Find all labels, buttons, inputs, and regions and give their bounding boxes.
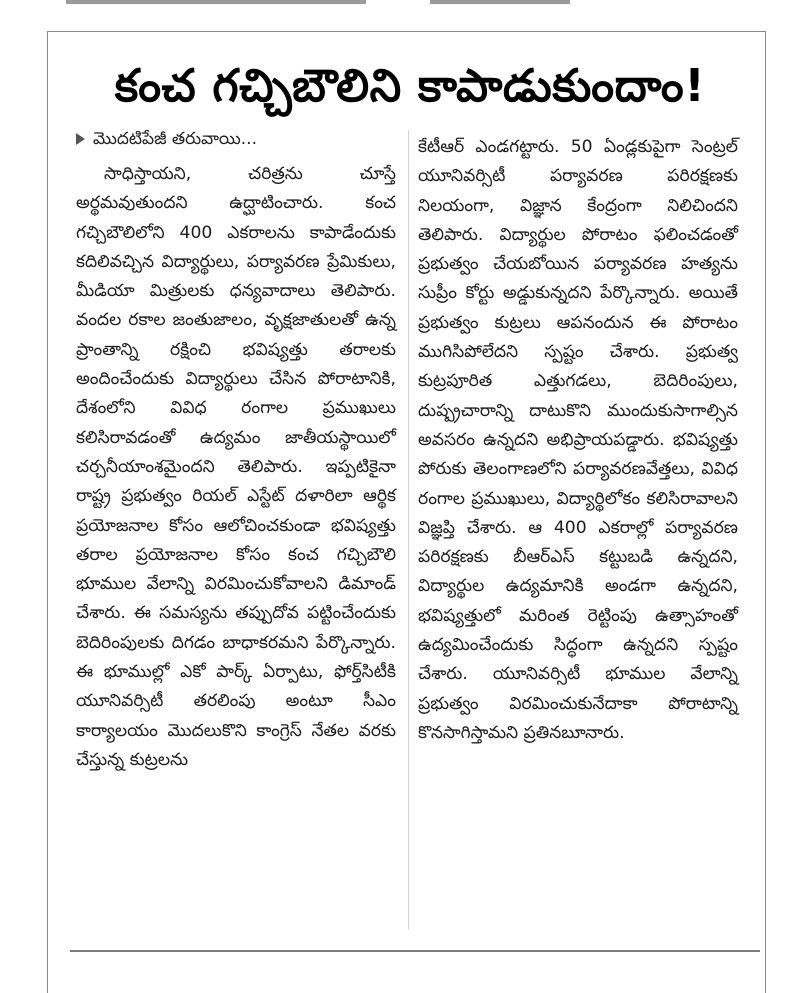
continued-label: మొదటిపేజీ తరువాయి... — [93, 129, 257, 149]
column-divider — [408, 130, 409, 930]
top-edge-strip-right — [430, 0, 570, 4]
top-edge-strip-left — [66, 0, 366, 4]
continued-from-front-page — [76, 126, 257, 152]
right-column-paragraph: కేటీఆర్ ఎండగట్టారు. 50 ఏండ్లకుపైగా సెంట్రల్ యూనివర్సిటీ పర్యావరణ పరిరక్షణకు నిలయంగా, విజ్ఞాన కేంద్రంగా నిలిచిందని తెలిపారు. విద్యార్థుల పోరాటం ఫలించడంతో ప్రభుత్వం చేయబోయిన పర్యావరణ హత్యను సుప్రీం కోర్టు అడ్డుకున్నదని పేర్కొన్నారు. అయితే ప్రభుత్వం కుట్రలు ఆపనందున ఈ పోరాటం ముగిసిపోలేదని స్పష్టం చేశారు. ప్రభుత్వ కుట్రపూరిత ఎత్తుగడలు, బెదిరింపులు, దుష్ప్రచారాన్ని దాటుకొని ముందుకుసాగాల్సిన అవసరం ఉన్నదని అభిప్రాయపడ్డారు. భవిష్యత్తు పోరుకు తెలంగాణలోని పర్యావరణవేత్తలు, వివిధ రంగాల ప్రముఖులు, విద్యార్థిలోకం కలిసిరావాలని విజ్ఞప్తి చేశారు. ఆ 400 ఎకరాల్లో పర్యావరణ పరిరక్షణకు బీఆర్ఎస్ కట్టుబడి ఉన్నదని, విద్యార్థుల ఉద్యమానికి అండగా ఉన్నదని, భవిష్యత్తులో మరింత రెట్టింపు ఉత్సాహంతో ఉద్యమించేందుకు సిద్ధంగా ఉన్నదని స్పష్టం చేశారు. యూనివర్సిటీ భూముల వేలాన్ని ప్రభుత్వం విరమించుకునేదాకా పోరాటాన్ని కొనసాగిస్తామని ప్రతినబూనారు. — [418, 137, 738, 743]
bottom-rule — [70, 950, 760, 952]
article-column-right — [418, 133, 738, 748]
article-headline: కంచ గచ్చిబౌలిని కాపాడుకుందాం! — [114, 59, 706, 112]
article-column-left — [76, 160, 396, 775]
triangle-arrow-icon — [76, 133, 85, 145]
left-column-paragraph: సాధిస్తాయని, చరిత్రను చూస్తే అర్థమవుతుందని ఉద్ఘాటించారు. కంచ గచ్చిబౌలిలోని 400 ఎకరాలను కాపాడేందుకు కదిలివచ్చిన విద్యార్థులు, పర్యావరణ ప్రేమికులు, మీడియా మిత్రులకు ధన్యవాదాలు తెలిపారు. వందల రకాల జంతుజాలం, వృక్షజాతులతో ఉన్న ప్రాంతాన్ని రక్షించి భవిష్యత్తు తరాలకు అందించేందుకు విద్యార్థులు చేసిన పోరాటానికి, దేశంలోని వివిధ రంగాల ప్రముఖులు కలిసిరావడంతో ఉద్యమం జాతీయస్థాయిలో చర్చనీయాంశమైందని తెలిపారు. ఇప్పటికైనా రాష్ట్ర ప్రభుత్వం రియల్ ఎస్టేట్ దళారిలా ఆర్థిక ప్రయోజనాల కోసం ఆలోచించకుండా భవిష్యత్తు తరాల ప్రయోజనాల కోసం కంచ గచ్చిబౌలి భూముల వేలాన్ని విరమించుకోవాలని డిమాండ్ చేశారు. ఈ సమస్యను తప్పుదోవ పట్టించేందుకు బెదిరింపులకు దిగడం బాధాకరమని పేర్కొన్నారు. ఈ భూముల్లో ఎకో పార్క్ ఏర్పాటు, ఫోర్త్‌సిటీకి యూనివర్సిటీ తరలింపు అంటూ సీఎం కార్యాలయం మొదలుకొని కాంగ్రెస్ నేతల వరకు చేస్తున్న కుట్రలను — [76, 164, 396, 770]
